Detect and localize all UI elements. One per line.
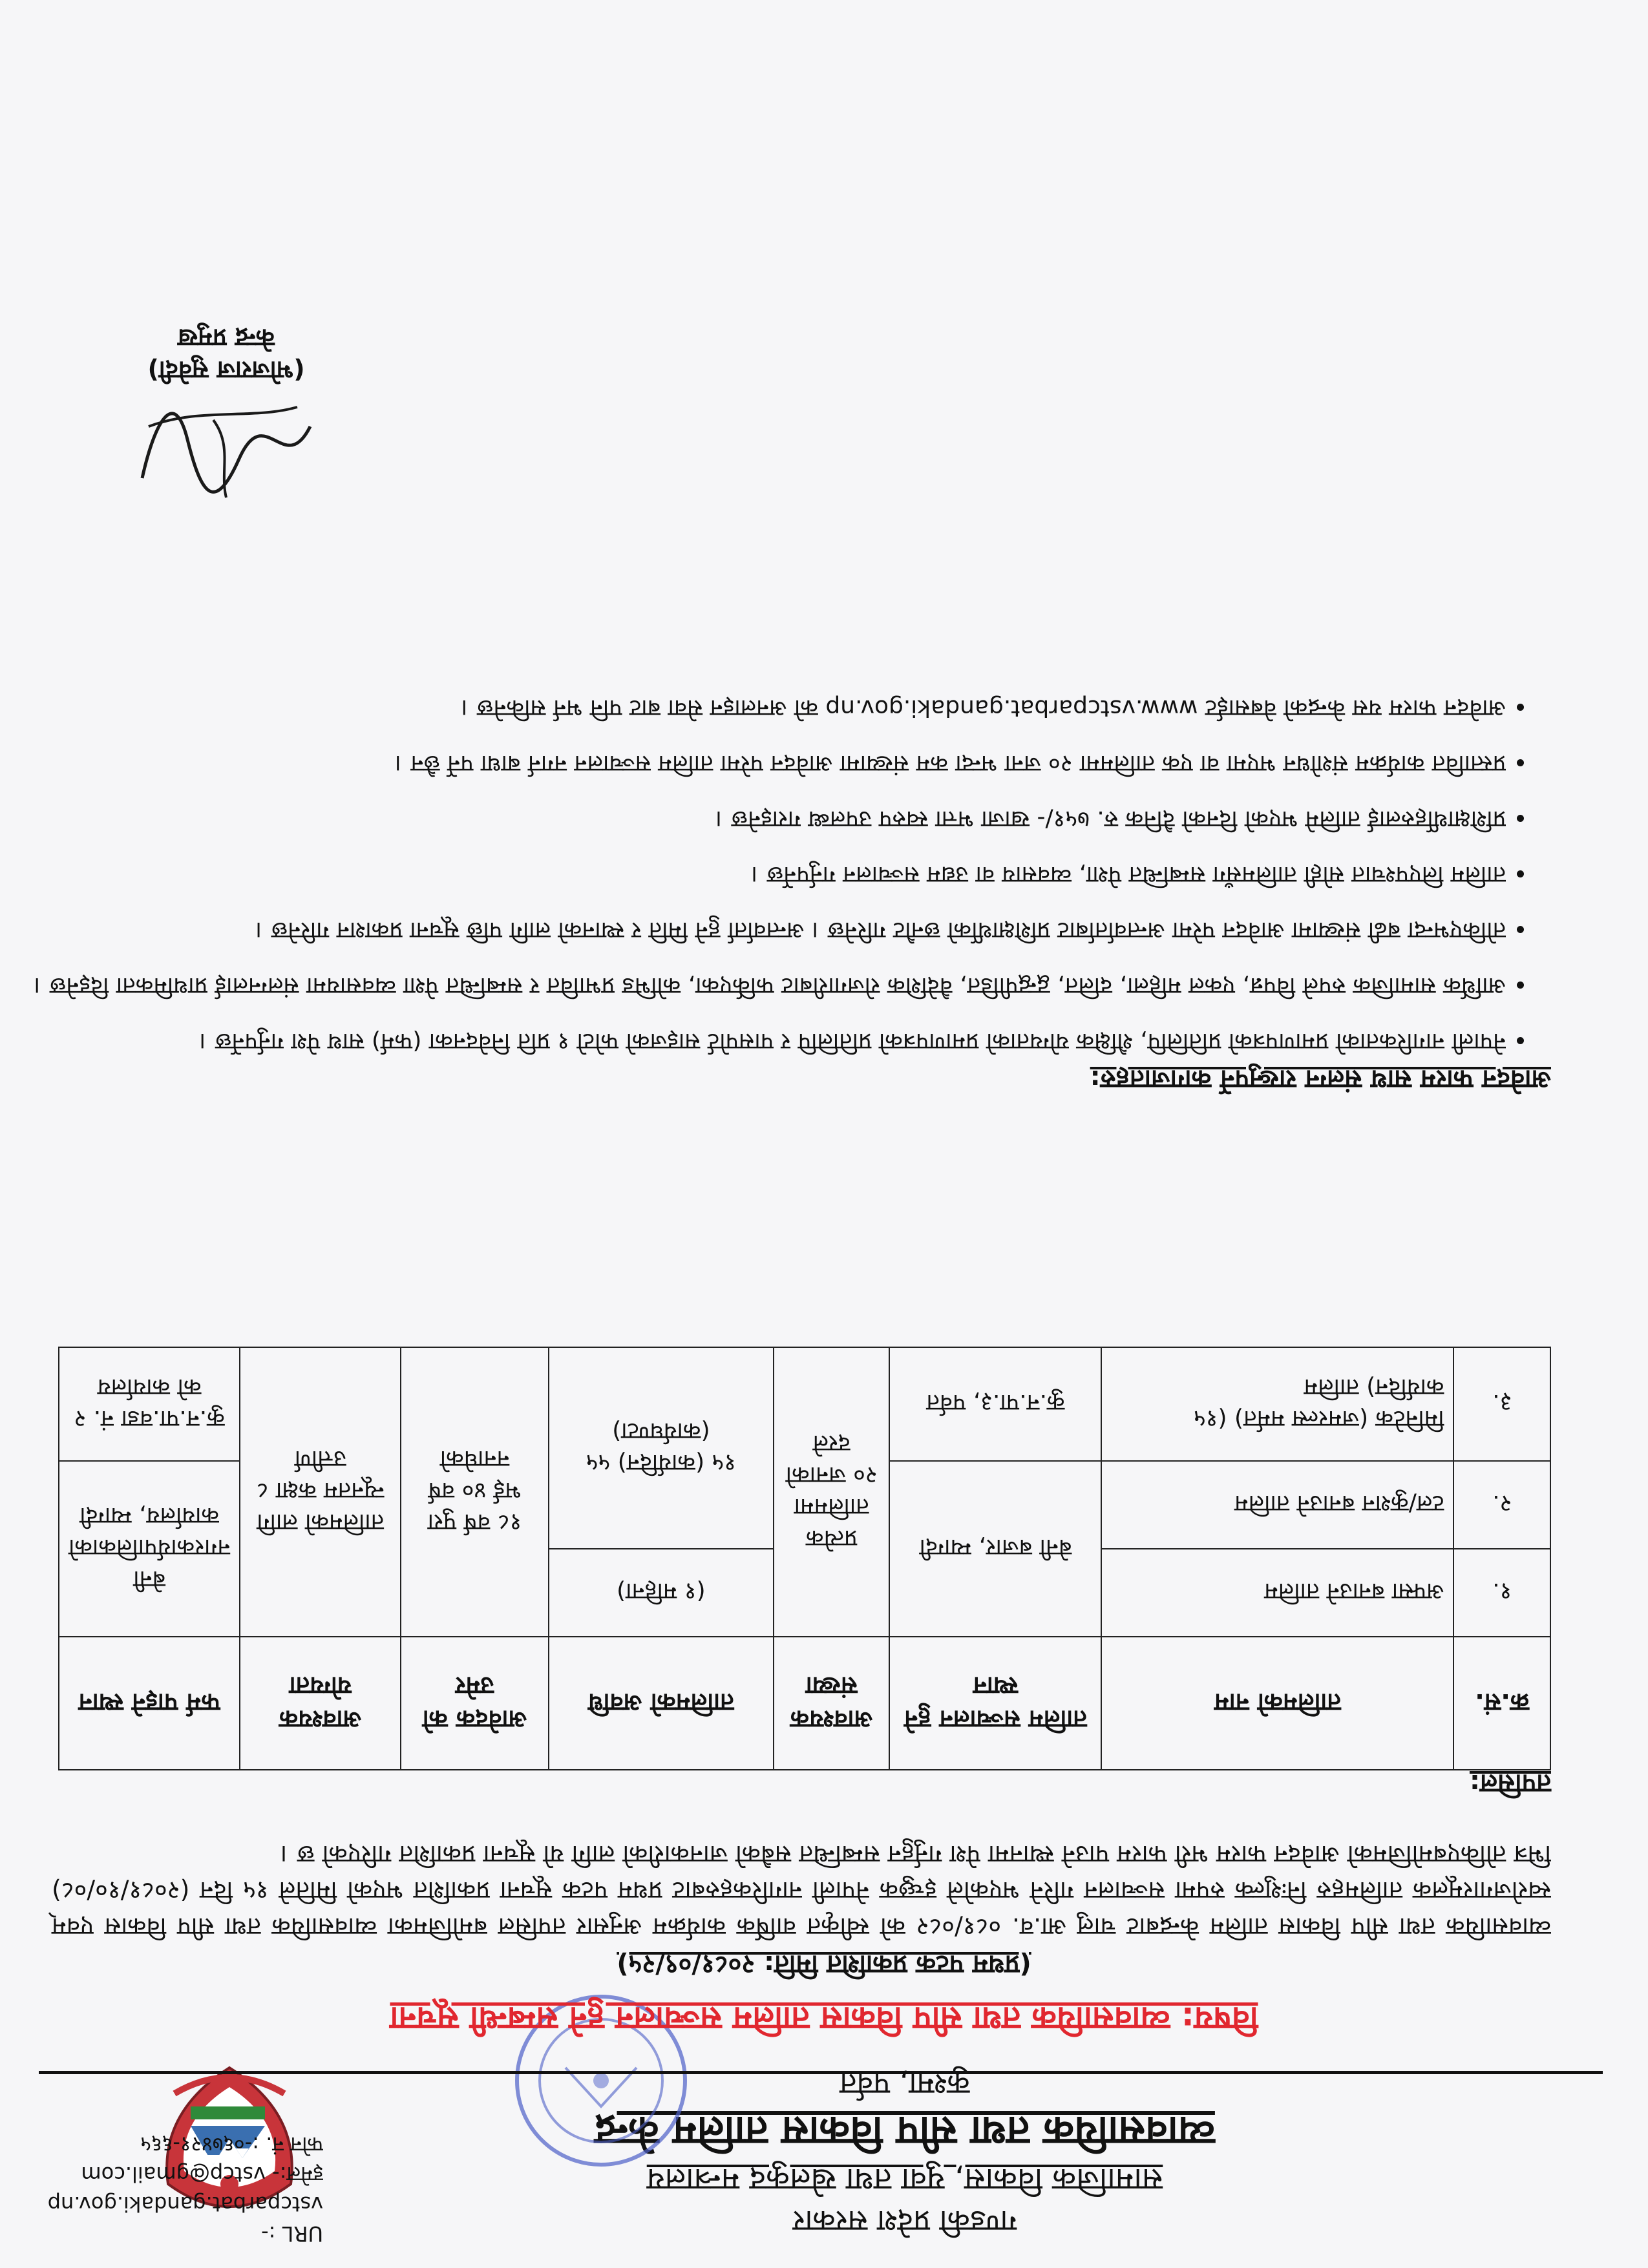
training-table: [58, 1347, 1551, 1770]
col-header-required-count: आवश्यक संख्या: [774, 1637, 890, 1770]
form-place-cell-2: कु.न.पा.वडा नं. २ को कार्यालय: [59, 1347, 240, 1461]
office-address: कुश्मा, पर्वत: [840, 2067, 970, 2102]
details-label: तपसिल:: [1469, 1769, 1551, 1798]
list-item: • तालिम लिएपश्चात सोही तालिमसँग सम्बन्धित पेशा, व्यवसाय वा उद्यम सञ्चालन गर्नुपर्नेछ ।: [19, 856, 1506, 893]
table-row: [59, 1549, 1550, 1637]
col-header-qualification: आवश्यक योग्यता: [240, 1637, 401, 1770]
qualification-cell: तालिमको लागि न्यूनतम कक्षा ८ उत्तीर्ण: [240, 1347, 401, 1637]
list-item: • तोकिएभन्दा बढी संख्यामा आवेदन परेमा अन्तर्वार्ताबाट प्रशिक्षार्थीको छनौट गरिनेछ । अन्तर्वार्ता हुने मिति र स्थानको लागि पछि सूचना प्रकाशन गरिनेछ ।: [19, 911, 1506, 949]
list-item: • प्रशिक्षार्थीहरुलाई तालिमे भएको दिनको दैनिक रु. ७५१/- खाजा भत्ता स्वरुप उपलब्ध गराइनेछ ।: [19, 800, 1506, 837]
applicant-age-cell: १८ वर्ष पुरा भई ४० वर्ष ननाघेको: [401, 1347, 549, 1637]
row1-training-name: अफ्सा बनाउने तालिम: [1101, 1549, 1453, 1637]
notice-intro-paragraph: व्यावसायिक तथा सीप विकास तालिम केन्द्रबाट चालु आ.व. ०८१/०८२ को स्वीकृत वार्षिक कार्यक्रम अनुसार तपसिल बमोजिमका व्यावसायिक तथा सीप विकास एवम् स्वरोजगारमूलक तालिमहरु निःशुल्क रुपमा सञ्चालन गरिने भएकोले इच्छुक नेपाली नागरिकहरुबाट प्रथम पटक सूचना प्रकाशित भएको मितिले १५ दिन (२०८१/१०/०८) भित्र तोकिएबमोजिमको आवेदन फारम भरी फारम पाउने स्थानमा पेश गर्नुहुन सम्बन्धित सबैको जानकारीको लागि यो सूचना प्रकाशित गरिएको छ ।: [52, 1840, 1551, 1941]
documents-label: आवेदन फारम साथ संलग्न राख्नुपर्ने कागजातहरु:: [1090, 1064, 1551, 1094]
col-header-sn: क्र.सं.: [1453, 1637, 1550, 1770]
contact-info: [32, 2130, 323, 2249]
list-item: • नेपाली नागरिकताको प्रमाणपत्रको प्रतिलिपि, शैक्षिक योग्यताको प्रमाणपत्रको प्रतिलिपि र पासपोर्ट साइजको फोटो १ प्रति निवेदनका (फर्म) साथ पेश गर्नुपर्नेछ ।: [19, 1022, 1506, 1060]
list-item: • आवेदन फारम यस केन्द्रको वेबसाईट www.vstcparbat.gandaki.gov.np को अनलाइन सेवा बाट पनि भर्न सकिनेछ ।: [19, 689, 1506, 726]
row3-training-place: कु.न.पा.३, पर्वत: [890, 1347, 1102, 1461]
ministry-name: सामाजिक विकास, युवा तथा खेलकुद मन्त्रालय: [646, 2161, 1163, 2198]
row2-training-name: टल/कुशन बनाउने तालिम: [1101, 1461, 1453, 1549]
signer-name: (भोजराज सुवेदी): [147, 356, 305, 384]
list-item: • प्रस्तावित कार्यक्रम संशोधन भएमा वा एक तालिममा २० जना भन्दा कम संख्यामा आवेदन परेमा तालिम सञ्चालन नगर्न बाधा पर्ने छैन ।: [19, 744, 1506, 782]
publication-date: (प्रथम पटक प्रकाशित मिति: २०८१/०९/२५): [617, 1949, 1031, 1979]
office-name: व्यावसायिक तथा सीप विकास तालिम केन्द्र: [595, 2108, 1215, 2155]
office-header: [323, 2065, 1486, 2242]
row3-training-name: मिनिटेक (जमरल्स मर्मत) (१५ कार्यदिन) तालिम: [1101, 1347, 1453, 1461]
signature-icon: [129, 388, 323, 517]
office-email: इमेल:- vstcp@gmail.com: [81, 2162, 323, 2187]
list-item: • आर्थिक सामाजिक रुपले विपन्न, एकल महिला, दलित, द्वन्द्वपीडित, वैदेशिक रोजगारीबाट फर्किएका, कोभिड प्रभावित र सम्बन्धित पेशा व्यवसायमा संलग्नलाई प्राथमिकता दिइनेछ ।: [19, 967, 1506, 1004]
notice-subject: विषय: व्यावसायिक तथा सीप विकास तालिम सञ्चालन हुने सम्बन्धी सूचना: [390, 2000, 1258, 2037]
header-divider: [39, 2071, 1603, 2074]
row2-sn: २.: [1453, 1461, 1550, 1549]
documents-list: [19, 671, 1551, 1060]
row1-training-place: बेनी बजार, म्याग्दी: [890, 1461, 1102, 1637]
table-header-row: [59, 1637, 1550, 1770]
col-header-form-place: फर्म पाइने स्थान: [59, 1637, 240, 1770]
row1-duration: (१ महिना): [549, 1549, 774, 1637]
office-phone: फोन नं. :-०६७४२१-६६५: [140, 2132, 323, 2157]
form-place-cell-1: बेनी नगरकार्यपालिकाको कार्यालय, म्याग्दी: [59, 1461, 240, 1637]
col-header-training-place: तालिम सञ्चालन हुने स्थान: [890, 1637, 1102, 1770]
col-header-applicant-age: आवेदक को उमेर: [401, 1637, 549, 1770]
col-header-duration: तालिमको अवधि: [549, 1637, 774, 1770]
signer-title: केन्द्र प्रमुख: [178, 324, 275, 352]
office-url: URL :- vstcparbat.gandaki.gov.np: [47, 2192, 323, 2246]
row3-sn: ३.: [1453, 1347, 1550, 1461]
government-name: गण्डकी प्रदेश सरकार: [792, 2204, 1017, 2239]
required-count-cell: प्रत्येक तालिममा २० जनाको दरले: [774, 1347, 890, 1637]
col-header-training-name: तालिमको नाम: [1101, 1637, 1453, 1770]
row1-sn: १.: [1453, 1549, 1550, 1637]
row2-duration: १५ (कार्यदिन) ५५ (कार्यघण्टा): [549, 1347, 774, 1549]
